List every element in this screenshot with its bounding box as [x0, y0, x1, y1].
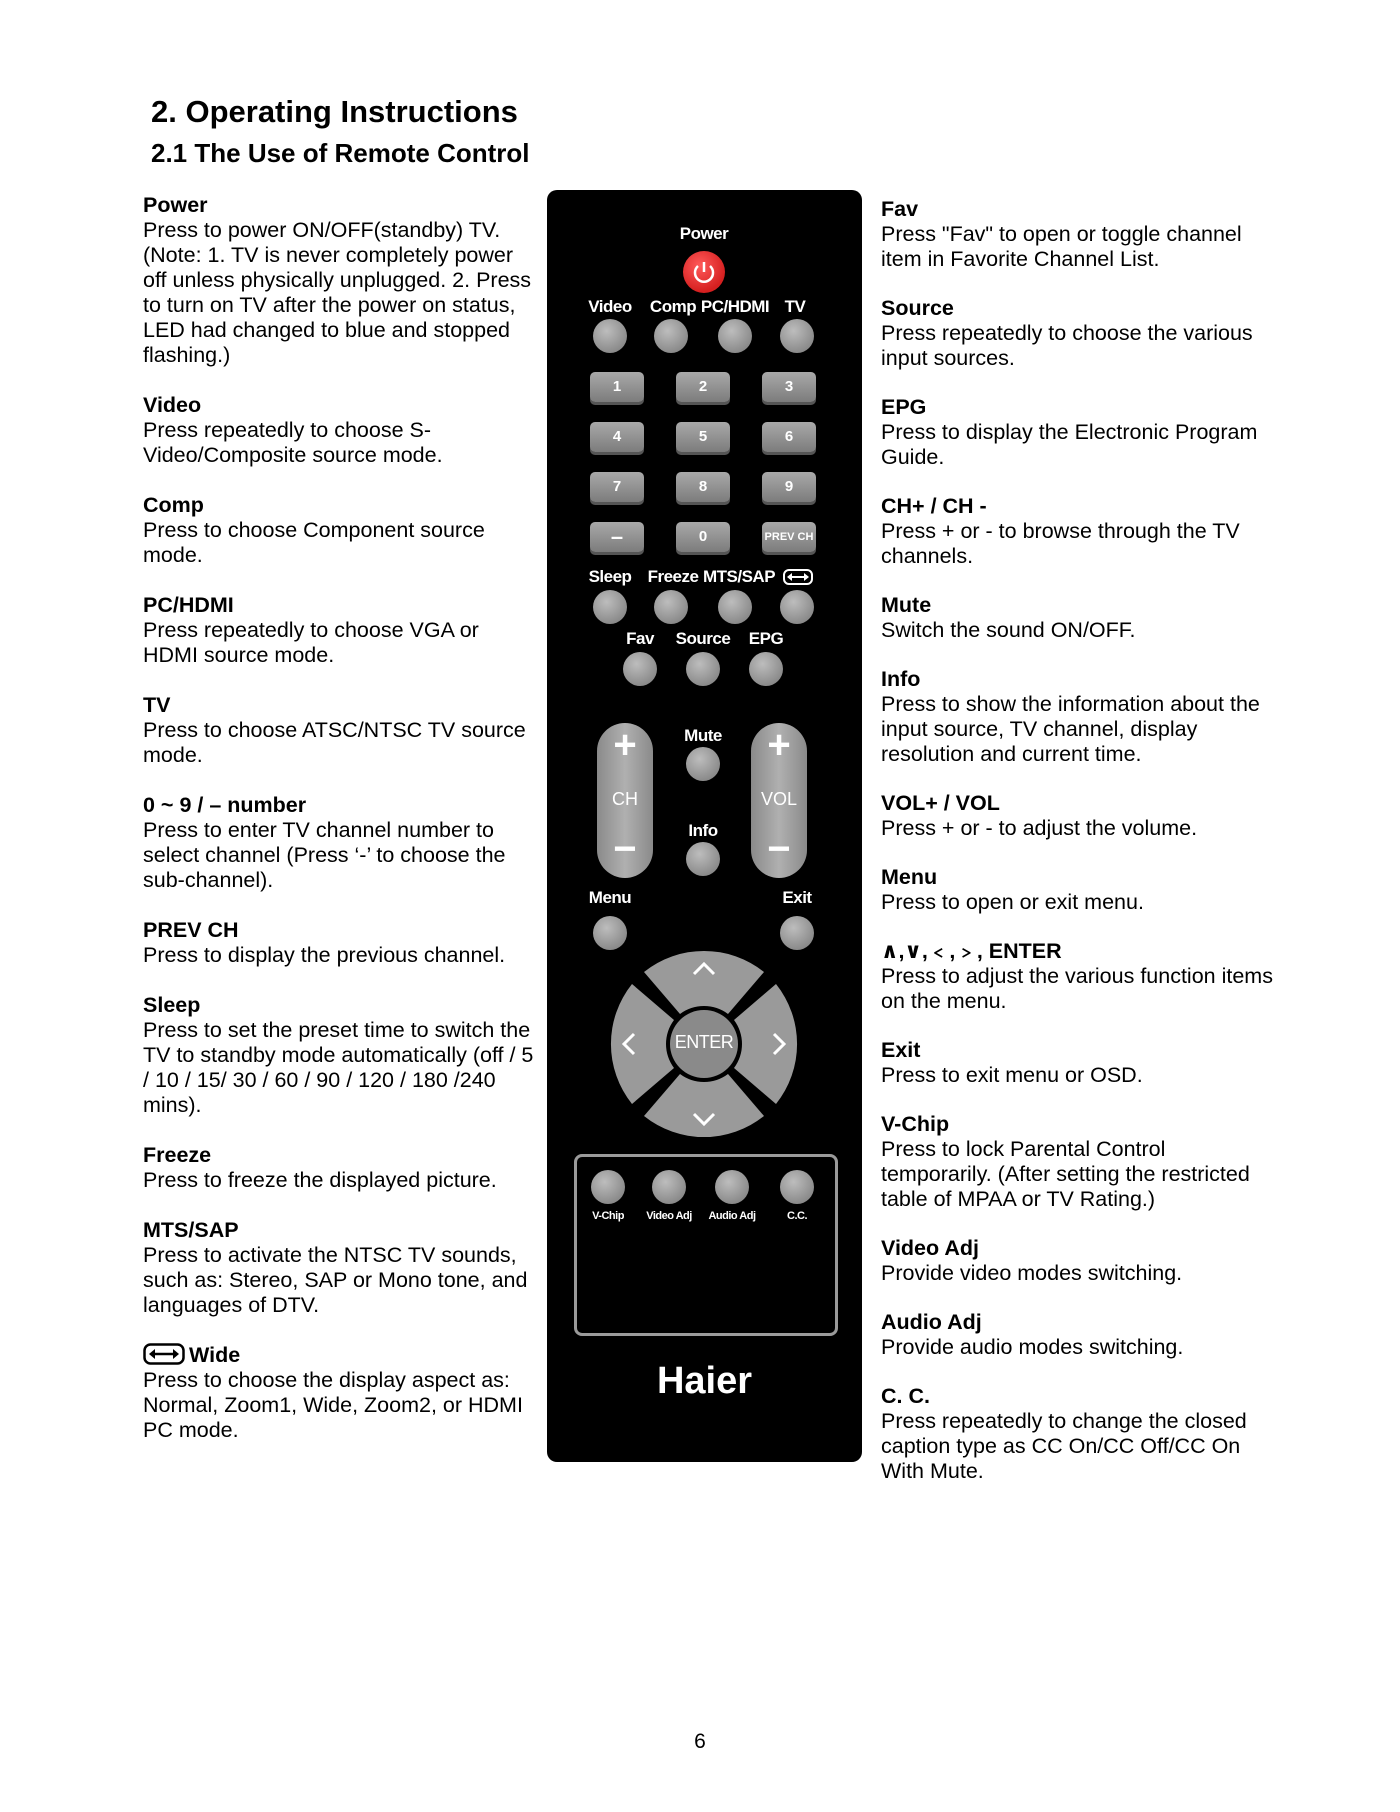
info-label: Info: [688, 821, 718, 840]
mts-sap-button[interactable]: [718, 590, 752, 624]
key-9[interactable]: 9: [762, 472, 816, 502]
entry-cc: C. C. Press repeatedly to change the closed caption type as CC On/CC Off/CC On With Mute.: [881, 1384, 1247, 1483]
entry-vol: VOL+ / VOL Press + or - to adjust the volume.: [881, 791, 1198, 840]
entry-exit: Exit Press to exit menu or OSD.: [881, 1038, 1143, 1087]
menu-button[interactable]: [593, 916, 627, 950]
key-4[interactable]: 4: [590, 422, 644, 452]
fav-label: Fav: [626, 629, 654, 648]
mute-button[interactable]: [686, 747, 720, 781]
entry-audio-adj: Audio Adj Provide audio modes switching.: [881, 1310, 1184, 1359]
entry-epg: EPG Press to display the Electronic Program Guide.: [881, 395, 1258, 469]
key-7[interactable]: 7: [590, 472, 644, 502]
entry-menu: Menu Press to open or exit menu.: [881, 865, 1144, 914]
pc-hdmi-label: PC/HDMI: [700, 297, 770, 316]
page-title: 2. Operating Instructions: [151, 94, 518, 129]
ch-plus-icon: +: [613, 723, 637, 767]
key-2[interactable]: 2: [676, 372, 730, 402]
power-button[interactable]: [683, 251, 725, 293]
right-column: [881, 197, 1281, 1508]
entry-mts-sap: MTS/SAP Press to activate the NTSC TV sounds, such as: Stereo, SAP or Mono tone, and languages of DTV.: [143, 1218, 528, 1317]
power-label: Power: [679, 224, 729, 243]
tv-button[interactable]: [780, 319, 814, 353]
epg-button[interactable]: [749, 652, 783, 686]
ch-label: CH: [612, 789, 638, 809]
wide-aspect-icon: [143, 1343, 185, 1365]
sleep-label: Sleep: [588, 567, 632, 586]
vol-minus-icon: −: [767, 827, 791, 871]
entry-v-chip: V-Chip Press to lock Parental Control temporarily. (After setting the restricted table of MPAA or TV Rating.): [881, 1112, 1250, 1211]
entry-sleep: Sleep Press to set the preset time to switch the TV to standby mode automatically (off / 5 / 10 / 15/ 30 / 60 / 90 / 120 / 180 /240 mins).: [143, 993, 534, 1117]
entry-ch: CH+ / CH - Press + or - to browse through the TV channels.: [881, 494, 1240, 568]
entry-video-adj: Video Adj Provide video modes switching.: [881, 1236, 1183, 1285]
audio-adj-button[interactable]: [715, 1170, 749, 1204]
video-adj-button[interactable]: [652, 1170, 686, 1204]
nav-left-button[interactable]: [611, 984, 674, 1104]
entry-info: Info Press to show the information about the input source, TV channel, display resolution and current time.: [881, 667, 1260, 766]
vol-plus-icon: +: [767, 723, 791, 767]
entry-wide: Wide Press to choose the display aspect as: Normal, Zoom1, Wide, Zoom2, or HDMI PC mode.: [143, 1343, 523, 1442]
entry-comp: Comp Press to choose Component source mode.: [143, 493, 485, 567]
exit-button[interactable]: [780, 916, 814, 950]
entry-video: Video Press repeatedly to choose S-Video/Composite source mode.: [143, 393, 443, 467]
sleep-button[interactable]: [593, 590, 627, 624]
entry-mute: Mute Switch the sound ON/OFF.: [881, 593, 1136, 642]
power-icon: [683, 251, 725, 293]
section-title: 2.1 The Use of Remote Control: [151, 138, 530, 168]
vol-rocker[interactable]: [751, 723, 807, 878]
prev-ch-button[interactable]: PREV CH: [762, 522, 816, 552]
key-dash[interactable]: –: [590, 522, 644, 552]
entry-arrows-enter: ∧,∨,﹤,﹥, ENTER Press to adjust the various function items on the menu.: [881, 939, 1273, 1013]
exit-label: Exit: [782, 888, 812, 907]
wide-button[interactable]: [780, 590, 814, 624]
video-button[interactable]: [593, 319, 627, 353]
nav-up-button[interactable]: [644, 951, 764, 1014]
source-button[interactable]: [686, 652, 720, 686]
freeze-button[interactable]: [654, 590, 688, 624]
v-chip-label: V-Chip: [592, 1210, 624, 1222]
entry-source: Source Press repeatedly to choose the various input sources.: [881, 296, 1253, 370]
entry-tv: TV Press to choose ATSC/NTSC TV source mode.: [143, 693, 526, 767]
haier-logo: Haier: [656, 1360, 753, 1402]
entry-prev-ch: PREV CH Press to display the previous channel.: [143, 918, 506, 967]
ch-minus-icon: −: [613, 827, 637, 871]
key-3[interactable]: 3: [762, 372, 816, 402]
freeze-label: Freeze: [647, 567, 699, 586]
video-label: Video: [588, 297, 632, 316]
key-6[interactable]: 6: [762, 422, 816, 452]
nav-down-button[interactable]: [644, 1074, 764, 1137]
vol-label: VOL: [760, 789, 798, 809]
fav-button[interactable]: [623, 652, 657, 686]
ch-rocker[interactable]: [597, 723, 653, 878]
mts-sap-label: MTS/SAP: [702, 567, 776, 586]
pc-hdmi-button[interactable]: [718, 319, 752, 353]
left-column: [143, 193, 538, 1468]
nav-right-button[interactable]: [734, 984, 797, 1104]
entry-number: 0 ~ 9 / – number Press to enter TV channel number to select channel (Press ‘-’ to choose the sub-channel).: [143, 793, 506, 892]
entry-fav: Fav Press "Fav" to open or toggle channel item in Favorite Channel List.: [881, 197, 1242, 271]
key-5[interactable]: 5: [676, 422, 730, 452]
video-adj-label: Video Adj: [646, 1210, 692, 1222]
v-chip-button[interactable]: [591, 1170, 625, 1204]
audio-adj-label: Audio Adj: [708, 1210, 756, 1222]
remote-control-illustration: [547, 190, 862, 1462]
tv-label: TV: [784, 297, 806, 316]
key-1[interactable]: 1: [590, 372, 644, 402]
enter-label: ENTER: [674, 1032, 734, 1052]
info-button[interactable]: [686, 842, 720, 876]
cc-button[interactable]: [780, 1170, 814, 1204]
entry-freeze: Freeze Press to freeze the displayed picture.: [143, 1143, 497, 1192]
menu-label: Menu: [588, 888, 632, 907]
source-label: Source: [675, 629, 731, 648]
comp-label: Comp: [649, 297, 697, 316]
comp-button[interactable]: [654, 319, 688, 353]
wide-aspect-icon: [783, 569, 813, 585]
entry-pc-hdmi: PC/HDMI Press repeatedly to choose VGA or HDMI source mode.: [143, 593, 479, 667]
key-0[interactable]: 0: [676, 522, 730, 552]
key-8[interactable]: 8: [676, 472, 730, 502]
entry-power: Power Press to power ON/OFF(standby) TV. (Note: 1. TV is never completely power off unless physically unplugged. 2. Press to turn on TV after the power on status, LED had changed to blue and stopped flashing.): [143, 193, 532, 367]
cc-label: C.C.: [787, 1210, 807, 1222]
epg-label: EPG: [748, 629, 784, 648]
page-number: 6: [694, 1730, 706, 1753]
mute-label: Mute: [684, 726, 722, 745]
